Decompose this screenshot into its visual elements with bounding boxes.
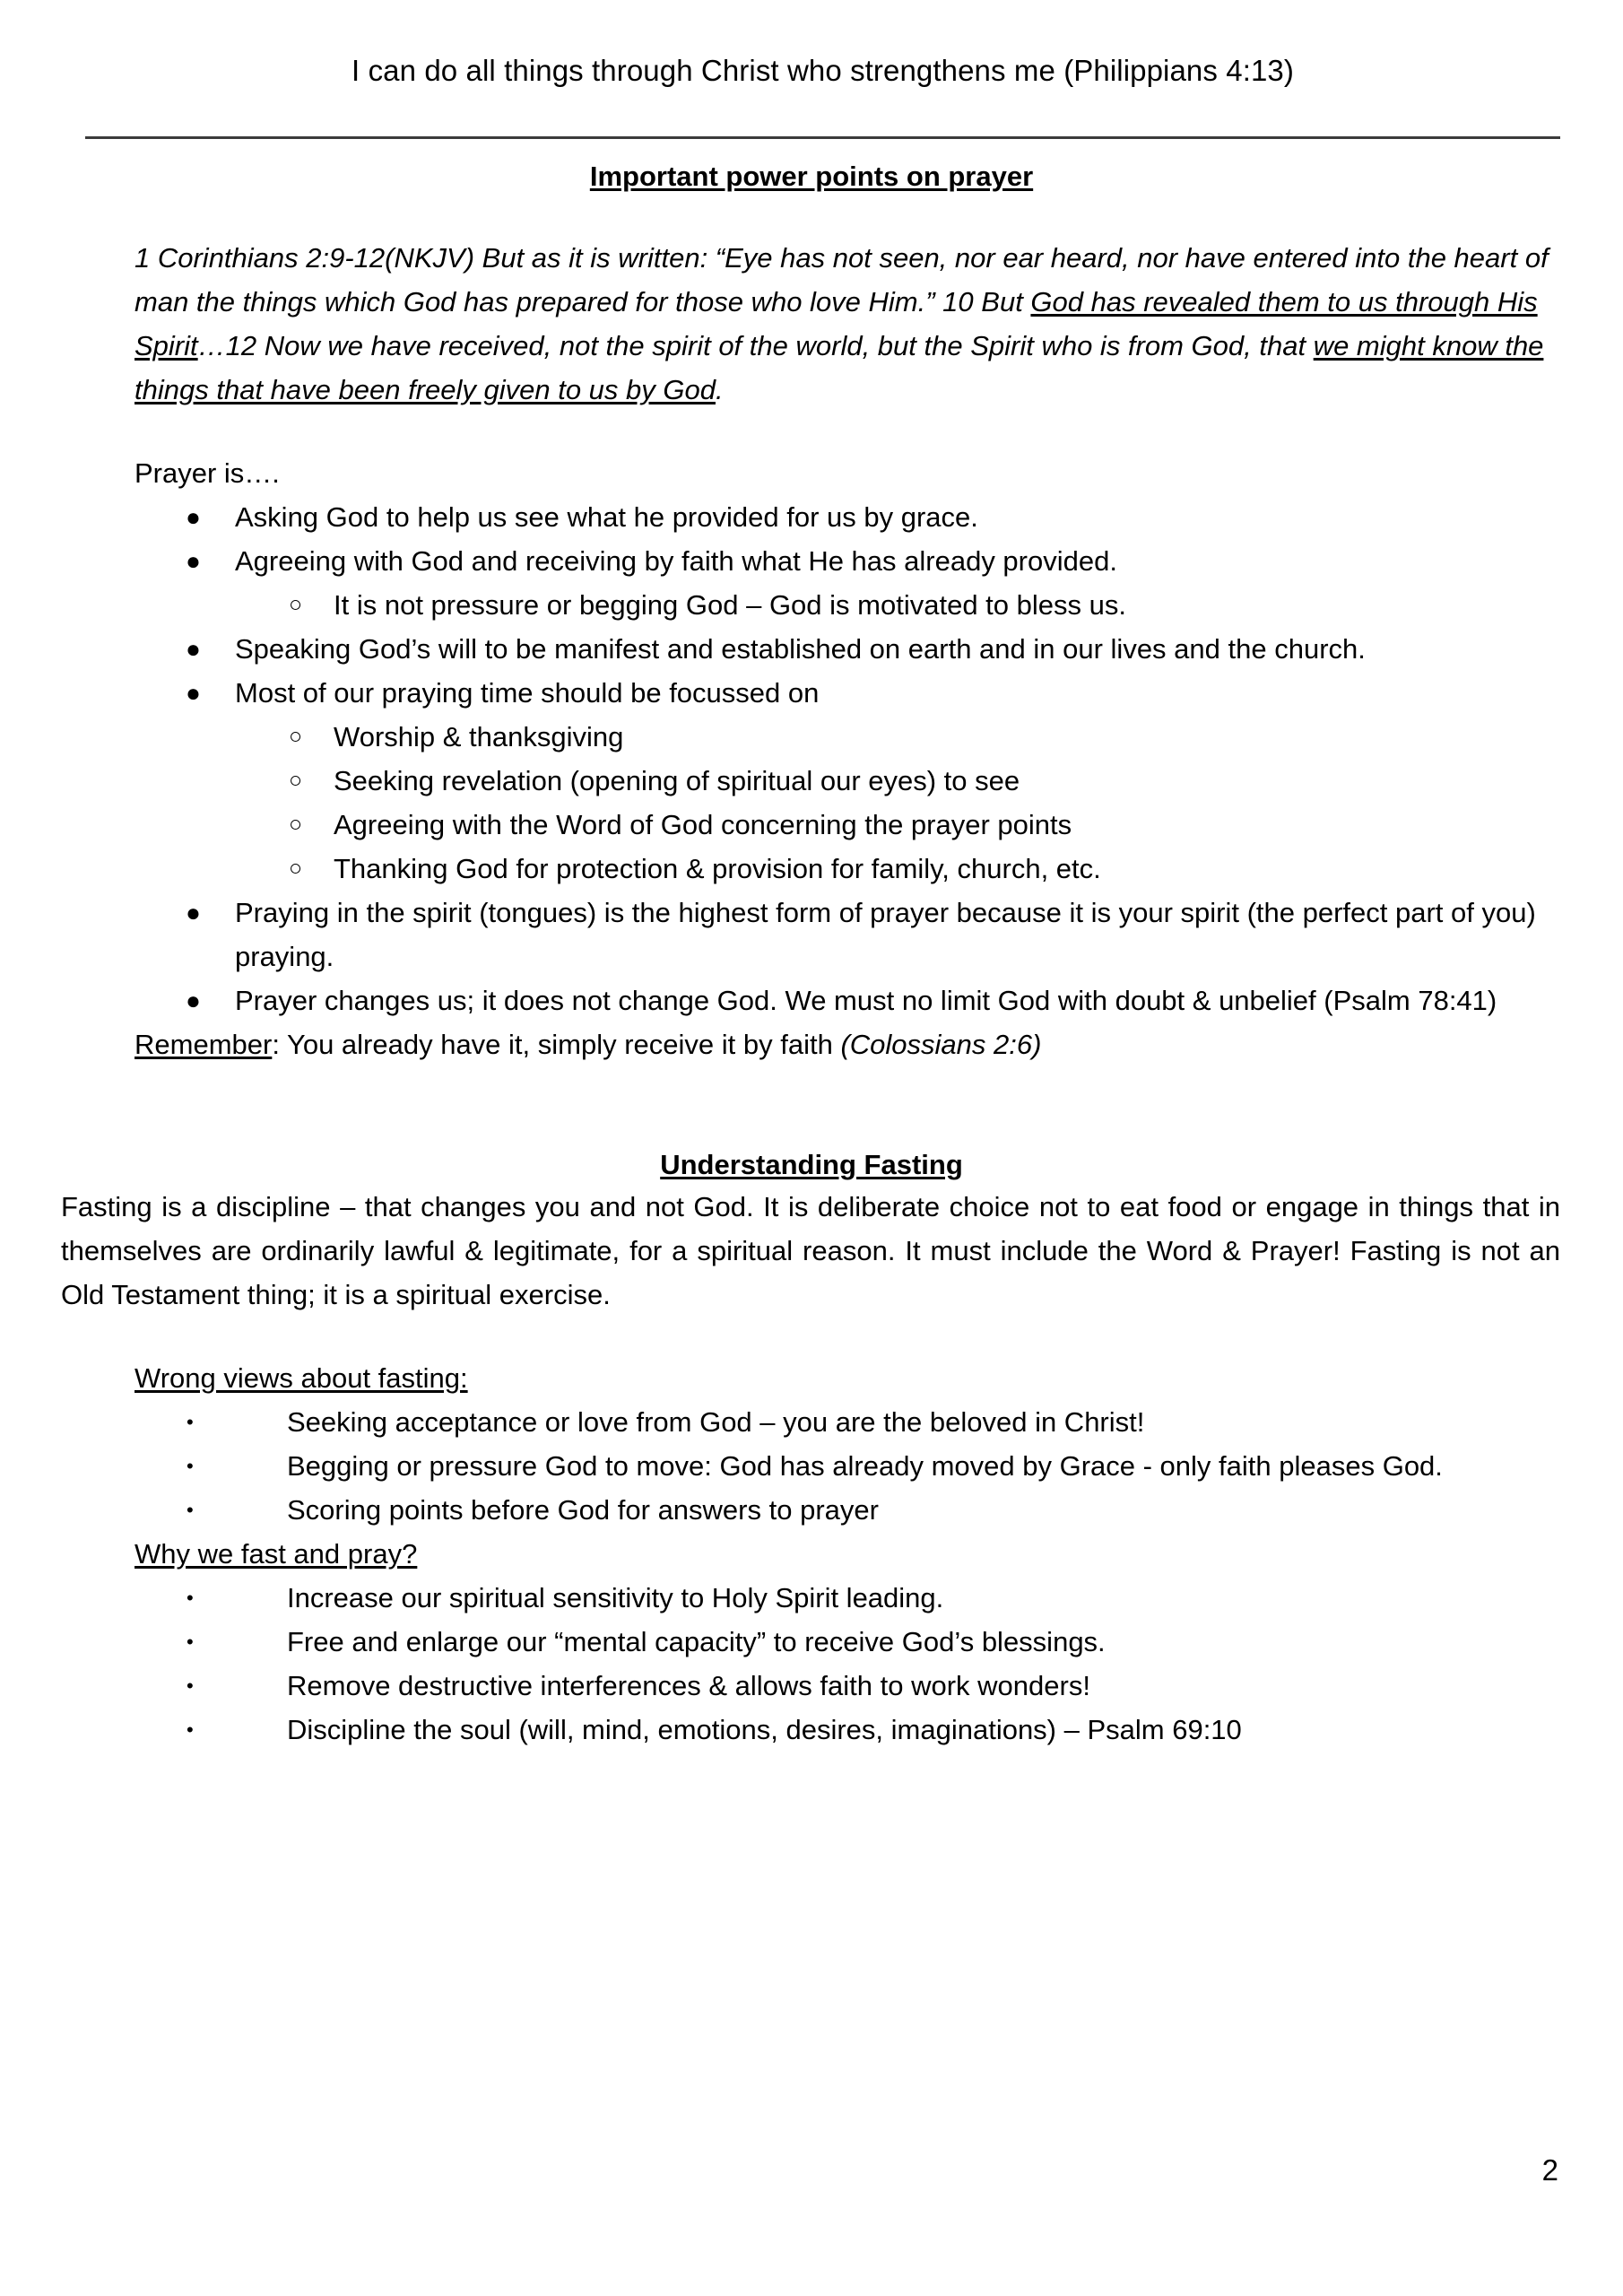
list-item — [0, 1664, 1623, 1708]
list-item-text: Prayer changes us; it does not change God. We must no limit God with doubt & unbelief (Psalm 78:41) — [235, 985, 1497, 1016]
remember-reference: (Colossians 2:6) — [840, 1029, 1042, 1060]
list-item-text: Worship & thanksgiving — [334, 721, 624, 752]
list-item — [0, 671, 1623, 715]
list-item — [0, 1708, 1623, 1752]
bullet-filled-icon: ● — [186, 503, 201, 531]
bullet-filled-icon: ● — [186, 547, 201, 575]
list-item-text: Thanking God for protection & provision for family, church, etc. — [334, 853, 1101, 884]
scripture-part-1: 1 Corinthians 2:9-12(NKJV) But as it is written: “Eye has not seen, nor ear heard, nor have entered into the heart of man the things which God has prepared for those who love Him.” 10 But — [135, 242, 1549, 317]
bullet-small-icon: • — [187, 1587, 194, 1609]
list-item-text: Most of our praying time should be focussed on — [235, 677, 820, 709]
section-heading-fasting-text: Understanding Fasting — [660, 1149, 963, 1180]
bullet-hollow-icon: ○ — [289, 768, 303, 793]
list-item — [0, 495, 1623, 539]
scripture-underline-1: God has revealed them to us through His Spirit — [135, 286, 1538, 361]
blank-line — [0, 1066, 1623, 1106]
list-item — [0, 627, 1623, 671]
list-item-text: Discipline the soul (will, mind, emotions, desires, imaginations) – Psalm 69:10 — [287, 1714, 1242, 1745]
bullet-hollow-icon: ○ — [289, 592, 303, 617]
wrong-views-heading — [0, 1356, 1623, 1400]
remember-text: : You already have it, simply receive it by faith — [272, 1029, 841, 1060]
running-header — [85, 52, 1560, 90]
why-fast-heading — [0, 1532, 1623, 1576]
list-item — [0, 1620, 1623, 1664]
list-item-text: Free and enlarge our “mental capacity” to receive God’s blessings. — [287, 1626, 1106, 1657]
list-item — [0, 583, 1623, 627]
list-item-text: Seeking revelation (opening of spiritual our eyes) to see — [334, 765, 1020, 796]
blank-line — [0, 196, 1623, 236]
blank-line — [0, 412, 1623, 451]
bullet-small-icon: • — [187, 1411, 194, 1433]
list-item — [0, 1444, 1623, 1488]
bullet-hollow-icon: ○ — [289, 856, 303, 881]
blank-line — [0, 1106, 1623, 1145]
bullet-small-icon: • — [187, 1455, 194, 1477]
bullet-hollow-icon: ○ — [289, 724, 303, 749]
bullet-hollow-icon: ○ — [289, 812, 303, 837]
list-item — [0, 759, 1623, 803]
list-item-text: Increase our spiritual sensitivity to Holy Spirit leading. — [287, 1582, 944, 1613]
list-item — [0, 539, 1623, 583]
list-item-text: Agreeing with the Word of God concerning the prayer points — [334, 809, 1072, 840]
section-heading-prayer — [0, 157, 1623, 196]
list-item — [0, 1400, 1623, 1444]
list-item — [0, 803, 1623, 847]
scripture-underline-2: we might know the things that have been freely given to us by God — [135, 330, 1544, 405]
list-item-text: It is not pressure or begging God – God is motivated to bless us. — [334, 589, 1126, 621]
fasting-intro-paragraph: Fasting is a discipline – that changes you and not God. It is deliberate choice not to eat food or engage in things that in themselves are ordinarily lawful & legitimate, for a spiritual reason. It must include the Word & Prayer! Fasting is not an Old Testament thing; it is a spiritual exercise. — [61, 1191, 1560, 1310]
list-item-text: Speaking God’s will to be manifest and established on earth and in our lives and the church. — [235, 633, 1366, 665]
scripture-part-2: …12 Now we have received, not the spirit of the world, but the Spirit who is from God, that — [197, 330, 1314, 361]
list-item-text: Begging or pressure God to move: God has already moved by Grace - only faith pleases God. — [287, 1450, 1443, 1482]
list-item — [0, 1488, 1623, 1532]
remember-label: Remember — [135, 1029, 273, 1060]
prayer-lead-in: Prayer is…. — [135, 457, 280, 489]
bullet-small-icon: • — [187, 1674, 194, 1697]
page-number: 2 — [1541, 2153, 1558, 2187]
bullet-filled-icon: ● — [186, 679, 201, 707]
list-item-text: Scoring points before God for answers to prayer — [287, 1494, 879, 1526]
remember-line — [0, 1022, 1623, 1066]
list-item — [0, 1576, 1623, 1620]
bullet-filled-icon: ● — [186, 987, 201, 1014]
list-item-text: Asking God to help us see what he provided for us by grace. — [235, 501, 978, 533]
section-heading-fasting — [0, 1145, 1623, 1185]
bullet-small-icon: • — [187, 1631, 194, 1653]
scripture-part-3: . — [715, 374, 724, 405]
list-item — [0, 715, 1623, 759]
bullet-small-icon: • — [187, 1499, 194, 1521]
scripture-quote — [0, 236, 1623, 412]
bullet-small-icon: • — [187, 1718, 194, 1741]
blank-line — [0, 1317, 1623, 1356]
list-item-text: Agreeing with God and receiving by faith what He has already provided. — [235, 545, 1117, 577]
why-fast-heading-text: Why we fast and pray? — [135, 1538, 418, 1570]
list-item-text: Praying in the spirit (tongues) is the highest form of prayer because it is your spirit (the perfect part of you) praying. — [235, 897, 1536, 972]
document-body — [0, 157, 1623, 1752]
bullet-filled-icon: ● — [186, 635, 201, 663]
section-heading-prayer-text: Important power points on prayer — [589, 161, 1034, 192]
list-item-text: Seeking acceptance or love from God – you are the beloved in Christ! — [287, 1406, 1145, 1438]
bullet-filled-icon: ● — [186, 899, 201, 926]
list-item — [0, 978, 1623, 1022]
running-header-text: I can do all things through Christ who strengthens me (Philippians 4:13) — [352, 54, 1294, 87]
list-item — [0, 891, 1623, 978]
list-item-text: Remove destructive interferences & allows faith to work wonders! — [287, 1670, 1090, 1701]
wrong-views-heading-text: Wrong views about fasting: — [135, 1362, 468, 1394]
header-divider-rule — [85, 136, 1560, 139]
list-item — [0, 847, 1623, 891]
